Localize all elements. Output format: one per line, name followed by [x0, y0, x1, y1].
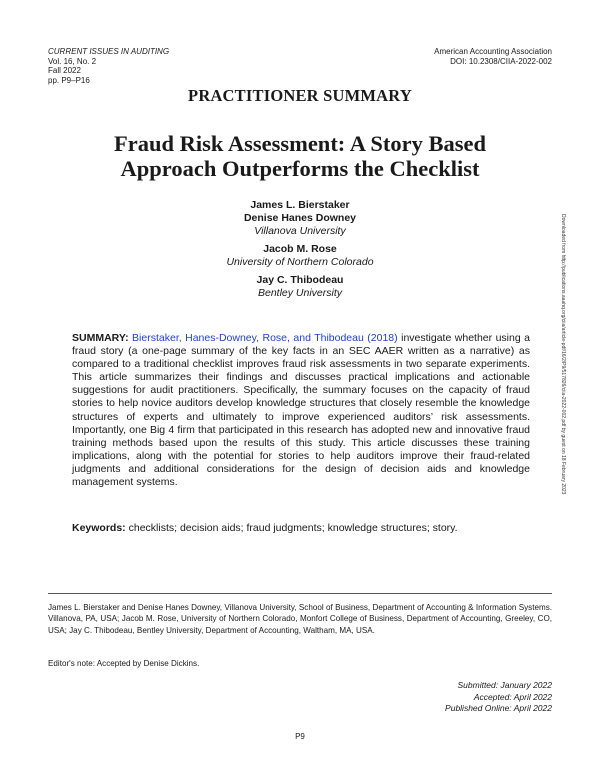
journal-name: CURRENT ISSUES IN AUDITING — [48, 47, 170, 56]
article-type: PRACTITIONER SUMMARY — [188, 86, 412, 105]
association-name: American Accounting Association — [434, 47, 552, 56]
published-date: Published Online: April 2022 — [445, 703, 552, 714]
doi[interactable]: DOI: 10.2308/CIIA-2022-002 — [450, 56, 552, 66]
author-footnote: James L. Bierstaker and Denise Hanes Downey, Villanova University, School of Business, Department of Accounting & Information Systems. Villanova, PA, USA; Jacob M. Rose, University of Northern Colorado, Monfort College of Business, Department of Accounting, Greeley, CO, USA; Jay C. Thibodeau, Bentley University, Department of Accounting, Waltham, MA, USA. — [48, 603, 552, 635]
footnote-divider — [48, 593, 552, 594]
author-affiliation: Villanova University — [254, 225, 346, 238]
author-name: Jacob M. Rose — [263, 243, 337, 256]
journal-pages: pp. P9–P16 — [48, 75, 90, 85]
keywords — [72, 522, 530, 535]
abstract — [72, 332, 530, 489]
author-list — [0, 199, 600, 300]
publisher-info — [434, 47, 552, 66]
author-affiliation: Bentley University — [257, 287, 343, 300]
editor-note: Editor's note: Accepted by Denise Dickins. — [48, 659, 200, 668]
title-line-1: Fraud Risk Assessment: A Story Based — [114, 131, 486, 156]
accepted-date: Accepted: April 2022 — [473, 691, 552, 702]
article-title — [40, 131, 560, 181]
download-watermark: Downloaded from http://publications.aaahq.org/ciia/article-pdf/16/2/P9/517826/ciia-2022-002.pdf by guest on 18 February 2023 — [560, 214, 566, 495]
journal-season: Fall 2022 — [48, 66, 81, 76]
abstract-label: SUMMARY: — [72, 332, 129, 344]
journal-volume: Vol. 16, No. 2 — [48, 56, 97, 66]
journal-info — [48, 47, 169, 85]
keywords-text: checklists; decision aids; fraud judgments; knowledge structures; story. — [125, 522, 458, 534]
author-name: Jay C. Thibodeau — [256, 274, 344, 287]
citation-link[interactable]: Bierstaker, Hanes-Downey, Rose, and Thibodeau (2018) — [132, 332, 398, 344]
title-line-2: Approach Outperforms the Checklist — [120, 156, 480, 181]
keywords-label: Keywords: — [72, 522, 126, 534]
author-name: James L. Bierstaker — [250, 199, 350, 211]
submitted-date: Submitted: January 2022 — [457, 680, 552, 690]
page-number: P9 — [295, 732, 305, 741]
author-name: Denise Hanes Downey — [243, 212, 357, 225]
abstract-text: investigate whether using a fraud story (a one-page summary of the key facts in an SEC AAER written as a narrative) as compared to a traditional checklist improves fraud risk assessments in two separate experiments. This article summarizes their findings and discusses practical implications and actionable suggestions for audit practitioners. Specifically, the summary focuses on the capacity of fraud stories to help novice auditors develop knowledge structures that closely resemble the knowledge structures of experts and ultimately to improve experienced auditors’ risk assessments. Importantly, one Big 4 firm that participated in this research has adopted new and innovative fraud training methods based upon the results of this study. This article discusses these training implications, along with the potential for stories to help auditors improve their fraud-related judgments and additional considerations for the design of decision aids and knowledge management systems. — [72, 332, 530, 489]
article-dates — [445, 680, 552, 715]
author-affiliation: University of Northern Colorado — [226, 256, 374, 269]
